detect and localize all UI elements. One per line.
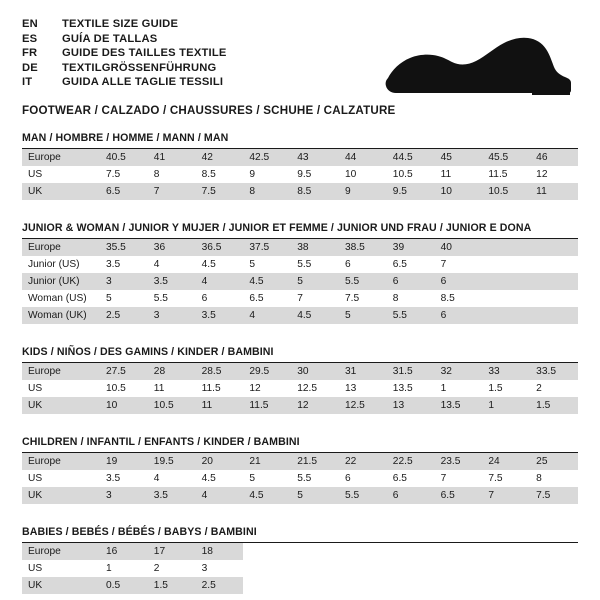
cell: 13 bbox=[387, 397, 435, 414]
cell: 6 bbox=[387, 273, 435, 290]
cell: 36.5 bbox=[196, 239, 244, 256]
language-row bbox=[22, 76, 227, 91]
cell: 4 bbox=[243, 307, 291, 324]
cell: 12 bbox=[249, 383, 261, 394]
cell: 27.5 bbox=[100, 363, 148, 380]
cell: 13.5 bbox=[392, 383, 413, 394]
cell: 11.5 bbox=[488, 169, 508, 180]
table-row bbox=[22, 560, 578, 577]
cell: 8 bbox=[153, 169, 160, 180]
cell: 3.5 bbox=[106, 473, 121, 484]
cell: 6 bbox=[344, 259, 351, 270]
cell: 13 bbox=[344, 383, 357, 394]
cell: 43 bbox=[291, 149, 339, 166]
table-row bbox=[22, 453, 578, 470]
cell: 11 bbox=[530, 183, 578, 200]
cell: 5.5 bbox=[339, 487, 387, 504]
cell: 6.5 bbox=[392, 473, 407, 484]
language-title: TEXTILGRÖSSENFÜHRUNG bbox=[62, 61, 217, 74]
cell: 7.5 bbox=[344, 293, 360, 304]
cell: 5 bbox=[249, 473, 256, 484]
cell: 1 bbox=[440, 383, 447, 394]
cell: 11.5 bbox=[201, 383, 221, 394]
cell: 20 bbox=[196, 453, 244, 470]
cell: 8.5 bbox=[291, 183, 339, 200]
cell: 8 bbox=[243, 183, 291, 200]
cell: 9 bbox=[339, 183, 387, 200]
cell: 22 bbox=[339, 453, 387, 470]
group-title: BABIES / BEBÉS / BÉBÉS / BABYS / BAMBINI bbox=[22, 526, 257, 538]
size-table-man bbox=[22, 149, 578, 200]
cell: 36 bbox=[148, 239, 196, 256]
language-title: GUIDA ALLE TAGLIE TESSILI bbox=[62, 76, 224, 89]
cell: 8 bbox=[392, 293, 399, 304]
cell: 33.5 bbox=[530, 363, 578, 380]
cell: 10 bbox=[344, 169, 357, 180]
row-label: US bbox=[28, 473, 43, 484]
group-man bbox=[22, 132, 578, 200]
cell: 6.5 bbox=[435, 487, 483, 504]
cell: 4.5 bbox=[201, 473, 216, 484]
cell: 8.5 bbox=[440, 293, 455, 304]
cell: 30 bbox=[291, 363, 339, 380]
cell bbox=[482, 273, 530, 290]
cell: 28 bbox=[148, 363, 196, 380]
cell: 6.5 bbox=[392, 259, 407, 270]
language-title-list bbox=[22, 18, 227, 91]
table-row bbox=[22, 543, 578, 560]
cell-empty bbox=[387, 560, 435, 577]
language-code: EN bbox=[22, 18, 38, 30]
cell: 12.5 bbox=[297, 383, 318, 394]
cell: 4.5 bbox=[243, 487, 291, 504]
cell: 45.5 bbox=[482, 149, 530, 166]
table-row bbox=[22, 307, 578, 324]
cell: 3.5 bbox=[148, 487, 196, 504]
cell: 31 bbox=[339, 363, 387, 380]
cell: 11.5 bbox=[243, 397, 291, 414]
language-title-list-body bbox=[22, 18, 227, 91]
cell: 9.5 bbox=[387, 183, 435, 200]
cell-empty bbox=[291, 577, 339, 594]
language-row bbox=[22, 18, 227, 33]
cell-empty bbox=[435, 560, 483, 577]
cell: 4 bbox=[196, 487, 244, 504]
cell: 16 bbox=[100, 543, 148, 560]
cell: 39 bbox=[387, 239, 435, 256]
cell: 6 bbox=[387, 487, 435, 504]
size-table-junior-woman bbox=[22, 239, 578, 324]
cell: 6 bbox=[435, 273, 483, 290]
cell: 37.5 bbox=[243, 239, 291, 256]
group-children bbox=[22, 436, 578, 504]
cell: 5 bbox=[106, 293, 112, 304]
cell: 46 bbox=[530, 149, 578, 166]
cell: 3.5 bbox=[148, 273, 196, 290]
cell: 6 bbox=[435, 307, 483, 324]
cell: 21.5 bbox=[291, 453, 339, 470]
table-row bbox=[22, 183, 578, 200]
cell-empty bbox=[435, 577, 483, 594]
cell: 6.5 bbox=[100, 183, 148, 200]
cell-empty bbox=[339, 560, 387, 577]
cell-empty bbox=[387, 577, 435, 594]
cell bbox=[530, 290, 578, 307]
cell: 45 bbox=[435, 149, 483, 166]
cell: 10.5 bbox=[392, 169, 413, 180]
cell: 8.5 bbox=[201, 169, 216, 180]
cell: 11 bbox=[196, 397, 244, 414]
row-label: UK bbox=[22, 183, 100, 200]
language-title: GUÍA DE TALLAS bbox=[62, 32, 158, 45]
cell: 1.5 bbox=[488, 383, 503, 394]
cell: 4.5 bbox=[243, 273, 291, 290]
cell: 40.5 bbox=[100, 149, 148, 166]
cell bbox=[530, 256, 578, 273]
cell: 9 bbox=[249, 169, 256, 180]
cell-empty bbox=[243, 543, 291, 560]
cell: 1 bbox=[106, 563, 112, 574]
cell: 29.5 bbox=[243, 363, 291, 380]
cell: 28.5 bbox=[196, 363, 244, 380]
row-label: Europe bbox=[22, 149, 100, 166]
table-row bbox=[22, 470, 578, 487]
cell-empty bbox=[339, 577, 387, 594]
group-kids bbox=[22, 346, 578, 414]
row-label: Junior (US) bbox=[28, 259, 80, 270]
cell bbox=[482, 307, 530, 324]
table-row bbox=[22, 290, 578, 307]
cell: 4 bbox=[153, 473, 160, 484]
cell: 11 bbox=[440, 169, 452, 180]
cell: 5.5 bbox=[387, 307, 435, 324]
language-code: ES bbox=[22, 32, 38, 45]
cell: 25 bbox=[530, 453, 578, 470]
table-row bbox=[22, 380, 578, 397]
language-row bbox=[22, 62, 227, 77]
dress-shoe-icon bbox=[382, 34, 572, 106]
cell: 40 bbox=[435, 239, 483, 256]
group-title: MAN / HOMBRE / HOMME / MANN / MAN bbox=[22, 132, 229, 144]
cell bbox=[530, 273, 578, 290]
cell: 44 bbox=[339, 149, 387, 166]
language-code: FR bbox=[22, 47, 38, 60]
cell: 32 bbox=[435, 363, 483, 380]
group-junior-woman bbox=[22, 222, 578, 324]
cell: 10.5 bbox=[148, 397, 196, 414]
row-label: Woman (UK) bbox=[22, 307, 100, 324]
cell: 23.5 bbox=[435, 453, 483, 470]
cell-empty bbox=[482, 543, 530, 560]
row-label: US bbox=[28, 563, 43, 574]
language-title: TEXTILE SIZE GUIDE bbox=[62, 18, 179, 30]
cell: 7.5 bbox=[488, 473, 503, 484]
cell bbox=[482, 290, 530, 307]
cell: 7 bbox=[148, 183, 196, 200]
cell: 38.5 bbox=[339, 239, 387, 256]
cell: 4.5 bbox=[201, 259, 216, 270]
cell-empty bbox=[435, 543, 483, 560]
table-row bbox=[22, 397, 578, 414]
cell: 35.5 bbox=[100, 239, 148, 256]
cell: 4 bbox=[153, 259, 160, 270]
size-table-kids bbox=[22, 363, 578, 414]
cell-empty bbox=[291, 543, 339, 560]
cell: 7.5 bbox=[530, 487, 578, 504]
cell bbox=[530, 239, 578, 256]
cell: 7.5 bbox=[196, 183, 244, 200]
cell: 1.5 bbox=[530, 397, 578, 414]
group-title: JUNIOR & WOMAN / JUNIOR Y MUJER / JUNIOR ET FEMME / JUNIOR UND FRAU / JUNIOR E DONA bbox=[22, 222, 532, 234]
table-row bbox=[22, 487, 578, 504]
cell-empty bbox=[530, 577, 578, 594]
cell-empty bbox=[530, 560, 578, 577]
table-row bbox=[22, 273, 578, 290]
cell: 41 bbox=[148, 149, 196, 166]
cell: 10 bbox=[100, 397, 148, 414]
language-row bbox=[22, 33, 227, 48]
cell: 2 bbox=[536, 383, 542, 394]
cell: 7 bbox=[482, 487, 530, 504]
cell: 42.5 bbox=[243, 149, 291, 166]
cell-empty bbox=[243, 577, 291, 594]
cell: 3.5 bbox=[196, 307, 244, 324]
cell: 21 bbox=[243, 453, 291, 470]
cell: 31.5 bbox=[387, 363, 435, 380]
cell: 11 bbox=[153, 383, 165, 394]
cell: 7 bbox=[297, 293, 303, 304]
row-label: UK bbox=[22, 397, 100, 414]
cell: 19 bbox=[100, 453, 148, 470]
cell: 10.5 bbox=[106, 383, 126, 394]
cell: 2.5 bbox=[196, 577, 244, 594]
cell: 1.5 bbox=[148, 577, 196, 594]
cell: 2 bbox=[153, 563, 160, 574]
cell: 5.5 bbox=[297, 259, 312, 270]
language-row bbox=[22, 47, 227, 62]
size-table-children bbox=[22, 453, 578, 504]
cell: 10.5 bbox=[482, 183, 530, 200]
cell: 44.5 bbox=[387, 149, 435, 166]
cell-empty bbox=[339, 543, 387, 560]
cell: 3.5 bbox=[106, 259, 121, 270]
language-code: IT bbox=[22, 76, 33, 89]
row-label: US bbox=[28, 383, 43, 394]
language-code: DE bbox=[22, 61, 38, 74]
cell: 7 bbox=[440, 473, 447, 484]
cell: 24 bbox=[482, 453, 530, 470]
cell: 3 bbox=[100, 273, 148, 290]
table-row bbox=[22, 239, 578, 256]
table-row bbox=[22, 166, 578, 183]
cell: 3 bbox=[148, 307, 196, 324]
table-row bbox=[22, 256, 578, 273]
cell-empty bbox=[482, 577, 530, 594]
table-row bbox=[22, 363, 578, 380]
group-title: KIDS / NIÑOS / DES GAMINS / KINDER / BAMBINI bbox=[22, 346, 274, 358]
cell: 5.5 bbox=[153, 293, 168, 304]
row-label: Europe bbox=[22, 453, 100, 470]
cell-empty bbox=[387, 543, 435, 560]
language-title: GUIDE DES TAILLES TEXTILE bbox=[62, 47, 227, 60]
cell: 6 bbox=[344, 473, 351, 484]
cell: 4.5 bbox=[291, 307, 339, 324]
cell: 12 bbox=[291, 397, 339, 414]
cell: 5 bbox=[339, 307, 387, 324]
cell: 18 bbox=[196, 543, 244, 560]
cell: 19.5 bbox=[148, 453, 196, 470]
cell: 9.5 bbox=[297, 169, 312, 180]
cell: 8 bbox=[536, 473, 542, 484]
cell: 5 bbox=[291, 273, 339, 290]
header bbox=[22, 18, 578, 117]
cell: 5.5 bbox=[297, 473, 312, 484]
row-label: UK bbox=[22, 577, 100, 594]
row-label: Junior (UK) bbox=[22, 273, 100, 290]
cell: 0.5 bbox=[100, 577, 148, 594]
cell: 6 bbox=[201, 293, 208, 304]
size-table-babies bbox=[22, 543, 578, 594]
cell bbox=[530, 307, 578, 324]
row-label: Europe bbox=[22, 543, 100, 560]
cell: 7 bbox=[440, 259, 447, 270]
row-label: UK bbox=[22, 487, 100, 504]
cell: 5.5 bbox=[339, 273, 387, 290]
group-babies bbox=[22, 526, 578, 594]
cell: 3 bbox=[201, 563, 208, 574]
cell: 10 bbox=[435, 183, 483, 200]
cell: 42 bbox=[196, 149, 244, 166]
cell-empty bbox=[482, 560, 530, 577]
table-row bbox=[22, 149, 578, 166]
cell-empty bbox=[530, 543, 578, 560]
cell: 12.5 bbox=[339, 397, 387, 414]
cell: 5 bbox=[291, 487, 339, 504]
cell: 4 bbox=[196, 273, 244, 290]
cell: 17 bbox=[148, 543, 196, 560]
row-label: Europe bbox=[22, 363, 100, 380]
cell: 12 bbox=[536, 169, 548, 180]
cell: 13.5 bbox=[435, 397, 483, 414]
cell: 5 bbox=[249, 259, 256, 270]
table-row bbox=[22, 577, 578, 594]
cell bbox=[482, 239, 530, 256]
cell: 7.5 bbox=[106, 169, 121, 180]
group-title: CHILDREN / INFANTIL / ENFANTS / KINDER / BAMBINI bbox=[22, 436, 300, 448]
cell bbox=[482, 256, 530, 273]
cell: 3 bbox=[100, 487, 148, 504]
cell-empty bbox=[291, 560, 339, 577]
cell: 22.5 bbox=[387, 453, 435, 470]
cell: 6.5 bbox=[249, 293, 264, 304]
row-label: Woman (US) bbox=[28, 293, 87, 304]
category-title: FOOTWEAR / CALZADO / CHAUSSURES / SCHUHE / CALZATURE bbox=[22, 103, 396, 117]
cell: 38 bbox=[291, 239, 339, 256]
cell-empty bbox=[243, 560, 291, 577]
cell: 1 bbox=[482, 397, 530, 414]
row-label: US bbox=[28, 169, 43, 180]
cell: 33 bbox=[482, 363, 530, 380]
row-label: Europe bbox=[22, 239, 100, 256]
cell: 2.5 bbox=[100, 307, 148, 324]
